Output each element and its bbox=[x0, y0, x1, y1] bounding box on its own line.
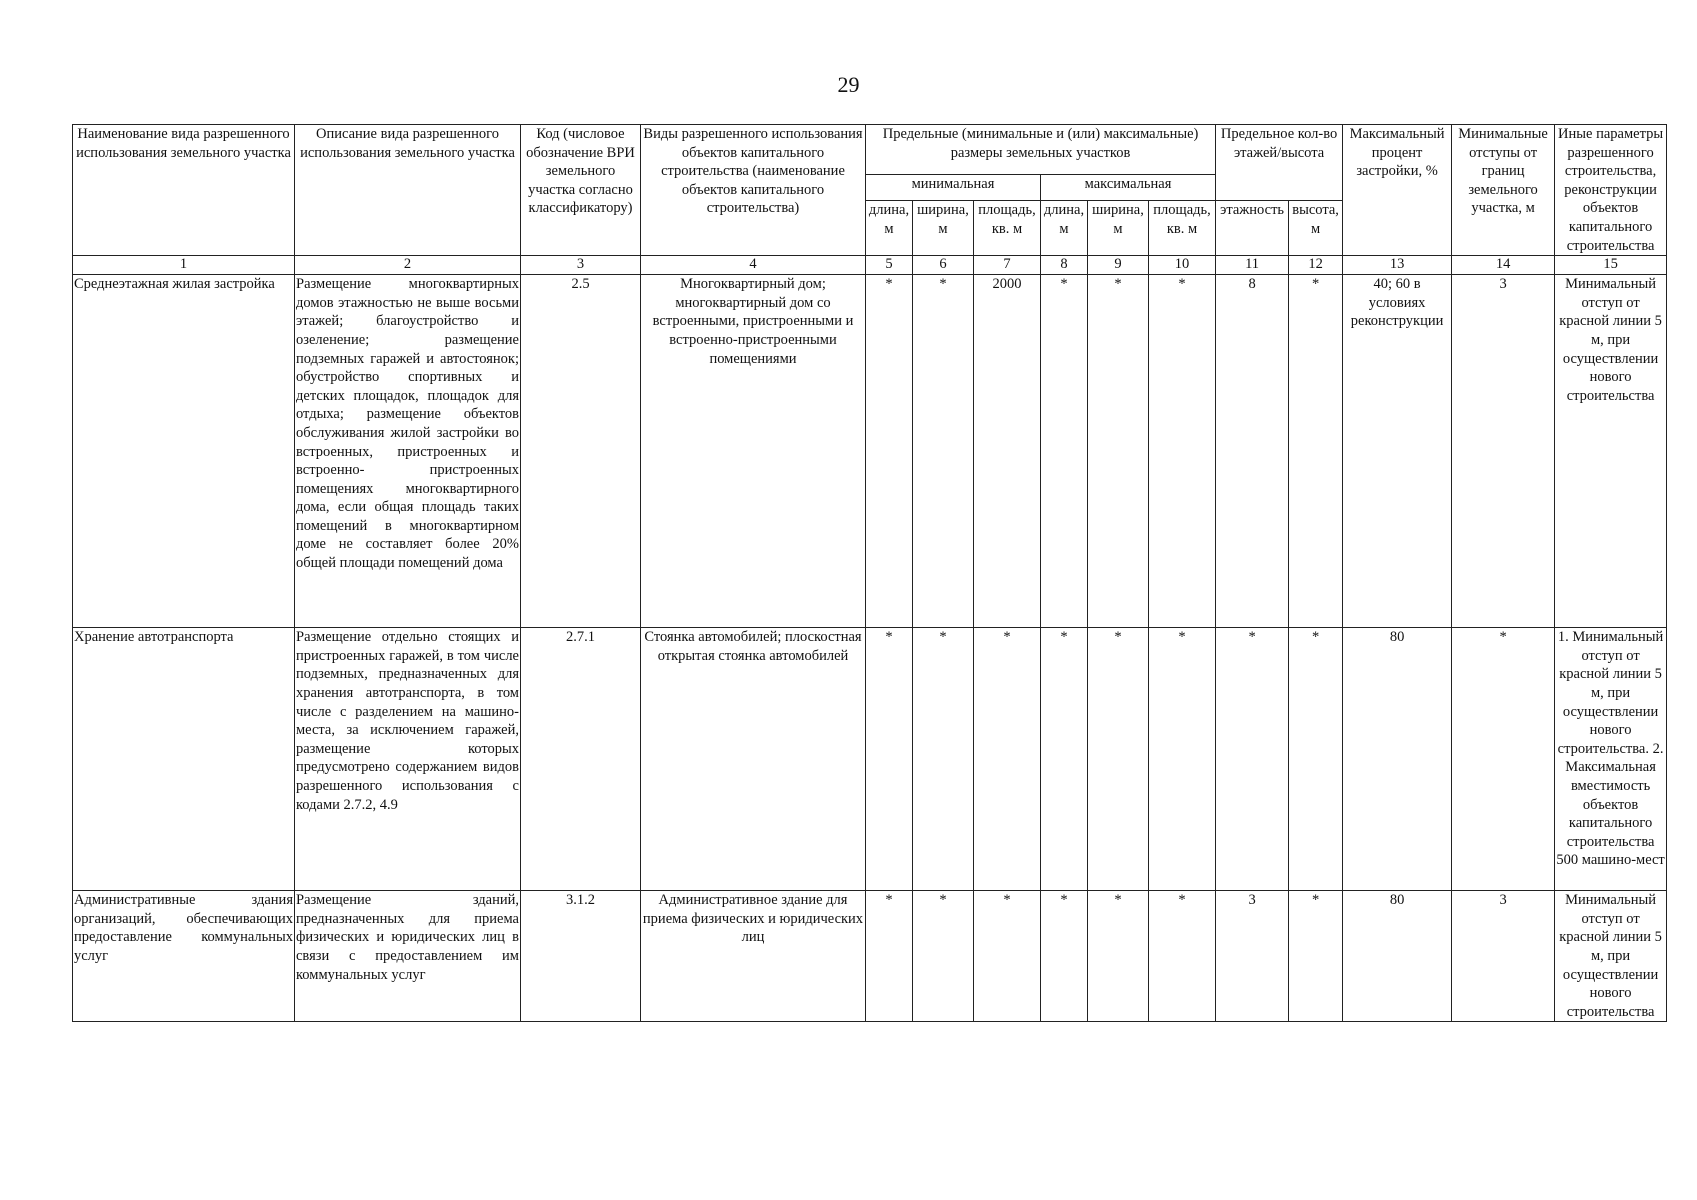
cell-min-width: * bbox=[913, 891, 974, 1022]
cell-min-setback: * bbox=[1452, 628, 1555, 891]
cell-max-area: * bbox=[1149, 628, 1216, 891]
cell-min-width: * bbox=[913, 275, 974, 628]
header-plot-sizes: Предельные (минимальные и (или) максимальные) размеры земельных участков bbox=[866, 125, 1216, 175]
header-maximal: максимальная bbox=[1041, 175, 1216, 201]
column-number: 15 bbox=[1555, 256, 1667, 275]
header-floors: этажность bbox=[1216, 201, 1289, 256]
header-other-params: Иные параметры разрешенного строительства, реконструкции объектов капитального строительства bbox=[1555, 125, 1667, 256]
cell-min-area: * bbox=[974, 628, 1041, 891]
table-row bbox=[73, 628, 1667, 891]
cell-floors: 8 bbox=[1216, 275, 1289, 628]
table-row bbox=[73, 275, 1667, 628]
cell-height: * bbox=[1289, 275, 1343, 628]
header-max-length: длина, м bbox=[1041, 201, 1088, 256]
cell-vri-description: Размещение многоквартирных домов этажностью не выше восьми этажей; благоустройство и озеленение; размещение подземных гаражей и автостоянок; обустройство спортивных и детских площадок, площадок для отдыха; размещение объектов обслуживания жилой застройки во встроенных, пристроенных и встроенно- пристроенных помещениях многоквартирного дома, если общая площадь таких помещений в многоквартирном доме не составляет более 20% общей площади помещений дома bbox=[295, 275, 521, 628]
header-min-width: ширина, м bbox=[913, 201, 974, 256]
cell-min-length: * bbox=[866, 628, 913, 891]
column-number: 2 bbox=[295, 256, 521, 275]
table-header bbox=[73, 125, 1667, 256]
cell-max-coverage: 40; 60 в условиях реконструкции bbox=[1343, 275, 1452, 628]
cell-vri-code: 3.1.2 bbox=[521, 891, 641, 1022]
cell-max-area: * bbox=[1149, 891, 1216, 1022]
header-oks-types: Виды разрешенного использования объектов капитального строительства (наименование объектов капитального строительства) bbox=[641, 125, 866, 256]
column-number: 1 bbox=[73, 256, 295, 275]
cell-vri-code: 2.7.1 bbox=[521, 628, 641, 891]
column-number: 9 bbox=[1088, 256, 1149, 275]
cell-min-area: * bbox=[974, 891, 1041, 1022]
cell-max-coverage: 80 bbox=[1343, 628, 1452, 891]
cell-min-setback: 3 bbox=[1452, 891, 1555, 1022]
cell-min-setback: 3 bbox=[1452, 275, 1555, 628]
cell-oks-types: Административное здание для приема физических и юридических лиц bbox=[641, 891, 866, 1022]
column-number: 7 bbox=[974, 256, 1041, 275]
cell-max-length: * bbox=[1041, 275, 1088, 628]
column-number: 12 bbox=[1289, 256, 1343, 275]
header-max-coverage: Максимальный процент застройки, % bbox=[1343, 125, 1452, 256]
header-max-width: ширина, м bbox=[1088, 201, 1149, 256]
cell-max-length: * bbox=[1041, 628, 1088, 891]
cell-max-area: * bbox=[1149, 275, 1216, 628]
cell-vri-name: Административные здания организаций, обеспечивающих предоставление коммунальных услуг bbox=[73, 891, 295, 1022]
column-number: 11 bbox=[1216, 256, 1289, 275]
header-vri-description: Описание вида разрешенного использования земельного участка bbox=[295, 125, 521, 256]
header-min-length: длина, м bbox=[866, 201, 913, 256]
cell-min-width: * bbox=[913, 628, 974, 891]
cell-oks-types: Многоквартирный дом; многоквартирный дом со встроенными, пристроенными и встроенно-пристроенными помещениями bbox=[641, 275, 866, 628]
cell-vri-description: Размещение зданий, предназначенных для приема физических и юридических лиц в связи с предоставлением им коммунальных услуг bbox=[295, 891, 521, 1022]
header-floors-height: Предельное кол-во этажей/высота bbox=[1216, 125, 1343, 201]
cell-max-width: * bbox=[1088, 275, 1149, 628]
cell-height: * bbox=[1289, 891, 1343, 1022]
cell-floors: 3 bbox=[1216, 891, 1289, 1022]
cell-vri-description: Размещение отдельно стоящих и пристроенных гаражей, в том числе подземных, предназначенных для хранения автотранспорта, в том числе с разделением на машино-места, за исключением гаражей, размещение которых предусмотрено содержанием видов разрешенного использования с кодами 2.7.2, 4.9 bbox=[295, 628, 521, 891]
page-number: 29 bbox=[837, 72, 860, 97]
cell-max-width: * bbox=[1088, 891, 1149, 1022]
column-number: 6 bbox=[913, 256, 974, 275]
cell-min-length: * bbox=[866, 891, 913, 1022]
cell-max-coverage: 80 bbox=[1343, 891, 1452, 1022]
header-vri-name: Наименование вида разрешенного использования земельного участка bbox=[73, 125, 295, 256]
land-use-regulations-table bbox=[72, 124, 1667, 1022]
column-number: 5 bbox=[866, 256, 913, 275]
header-vri-code: Код (числовое обозначение ВРИ земельного участка согласно классификатору) bbox=[521, 125, 641, 256]
header-min-area: площадь, кв. м bbox=[974, 201, 1041, 256]
cell-other-params: Минимальный отступ от красной линии 5 м, при осуществлении нового строительства bbox=[1555, 891, 1667, 1022]
table-row bbox=[73, 891, 1667, 1022]
cell-max-length: * bbox=[1041, 891, 1088, 1022]
cell-other-params: 1. Минимальный отступ от красной линии 5 м, при осуществлении нового строительства. 2. Максимальная вместимость объектов капитального строительства 500 машино-мест bbox=[1555, 628, 1667, 891]
column-number: 4 bbox=[641, 256, 866, 275]
cell-vri-code: 2.5 bbox=[521, 275, 641, 628]
cell-max-width: * bbox=[1088, 628, 1149, 891]
column-number: 8 bbox=[1041, 256, 1088, 275]
column-number: 14 bbox=[1452, 256, 1555, 275]
header-minimal: минимальная bbox=[866, 175, 1041, 201]
cell-other-params: Минимальный отступ от красной линии 5 м, при осуществлении нового строительства bbox=[1555, 275, 1667, 628]
column-number: 13 bbox=[1343, 256, 1452, 275]
column-number-row bbox=[73, 256, 1667, 275]
header-height: высота, м bbox=[1289, 201, 1343, 256]
cell-floors: * bbox=[1216, 628, 1289, 891]
cell-min-length: * bbox=[866, 275, 913, 628]
column-number: 3 bbox=[521, 256, 641, 275]
header-min-setbacks: Минимальные отступы от границ земельного участка, м bbox=[1452, 125, 1555, 256]
cell-vri-name: Среднеэтажная жилая застройка bbox=[73, 275, 295, 628]
column-number: 10 bbox=[1149, 256, 1216, 275]
cell-oks-types: Стоянка автомобилей; плоскостная открытая стоянка автомобилей bbox=[641, 628, 866, 891]
cell-min-area: 2000 bbox=[974, 275, 1041, 628]
cell-vri-name: Хранение автотранспорта bbox=[73, 628, 295, 891]
header-max-area: площадь, кв. м bbox=[1149, 201, 1216, 256]
cell-height: * bbox=[1289, 628, 1343, 891]
